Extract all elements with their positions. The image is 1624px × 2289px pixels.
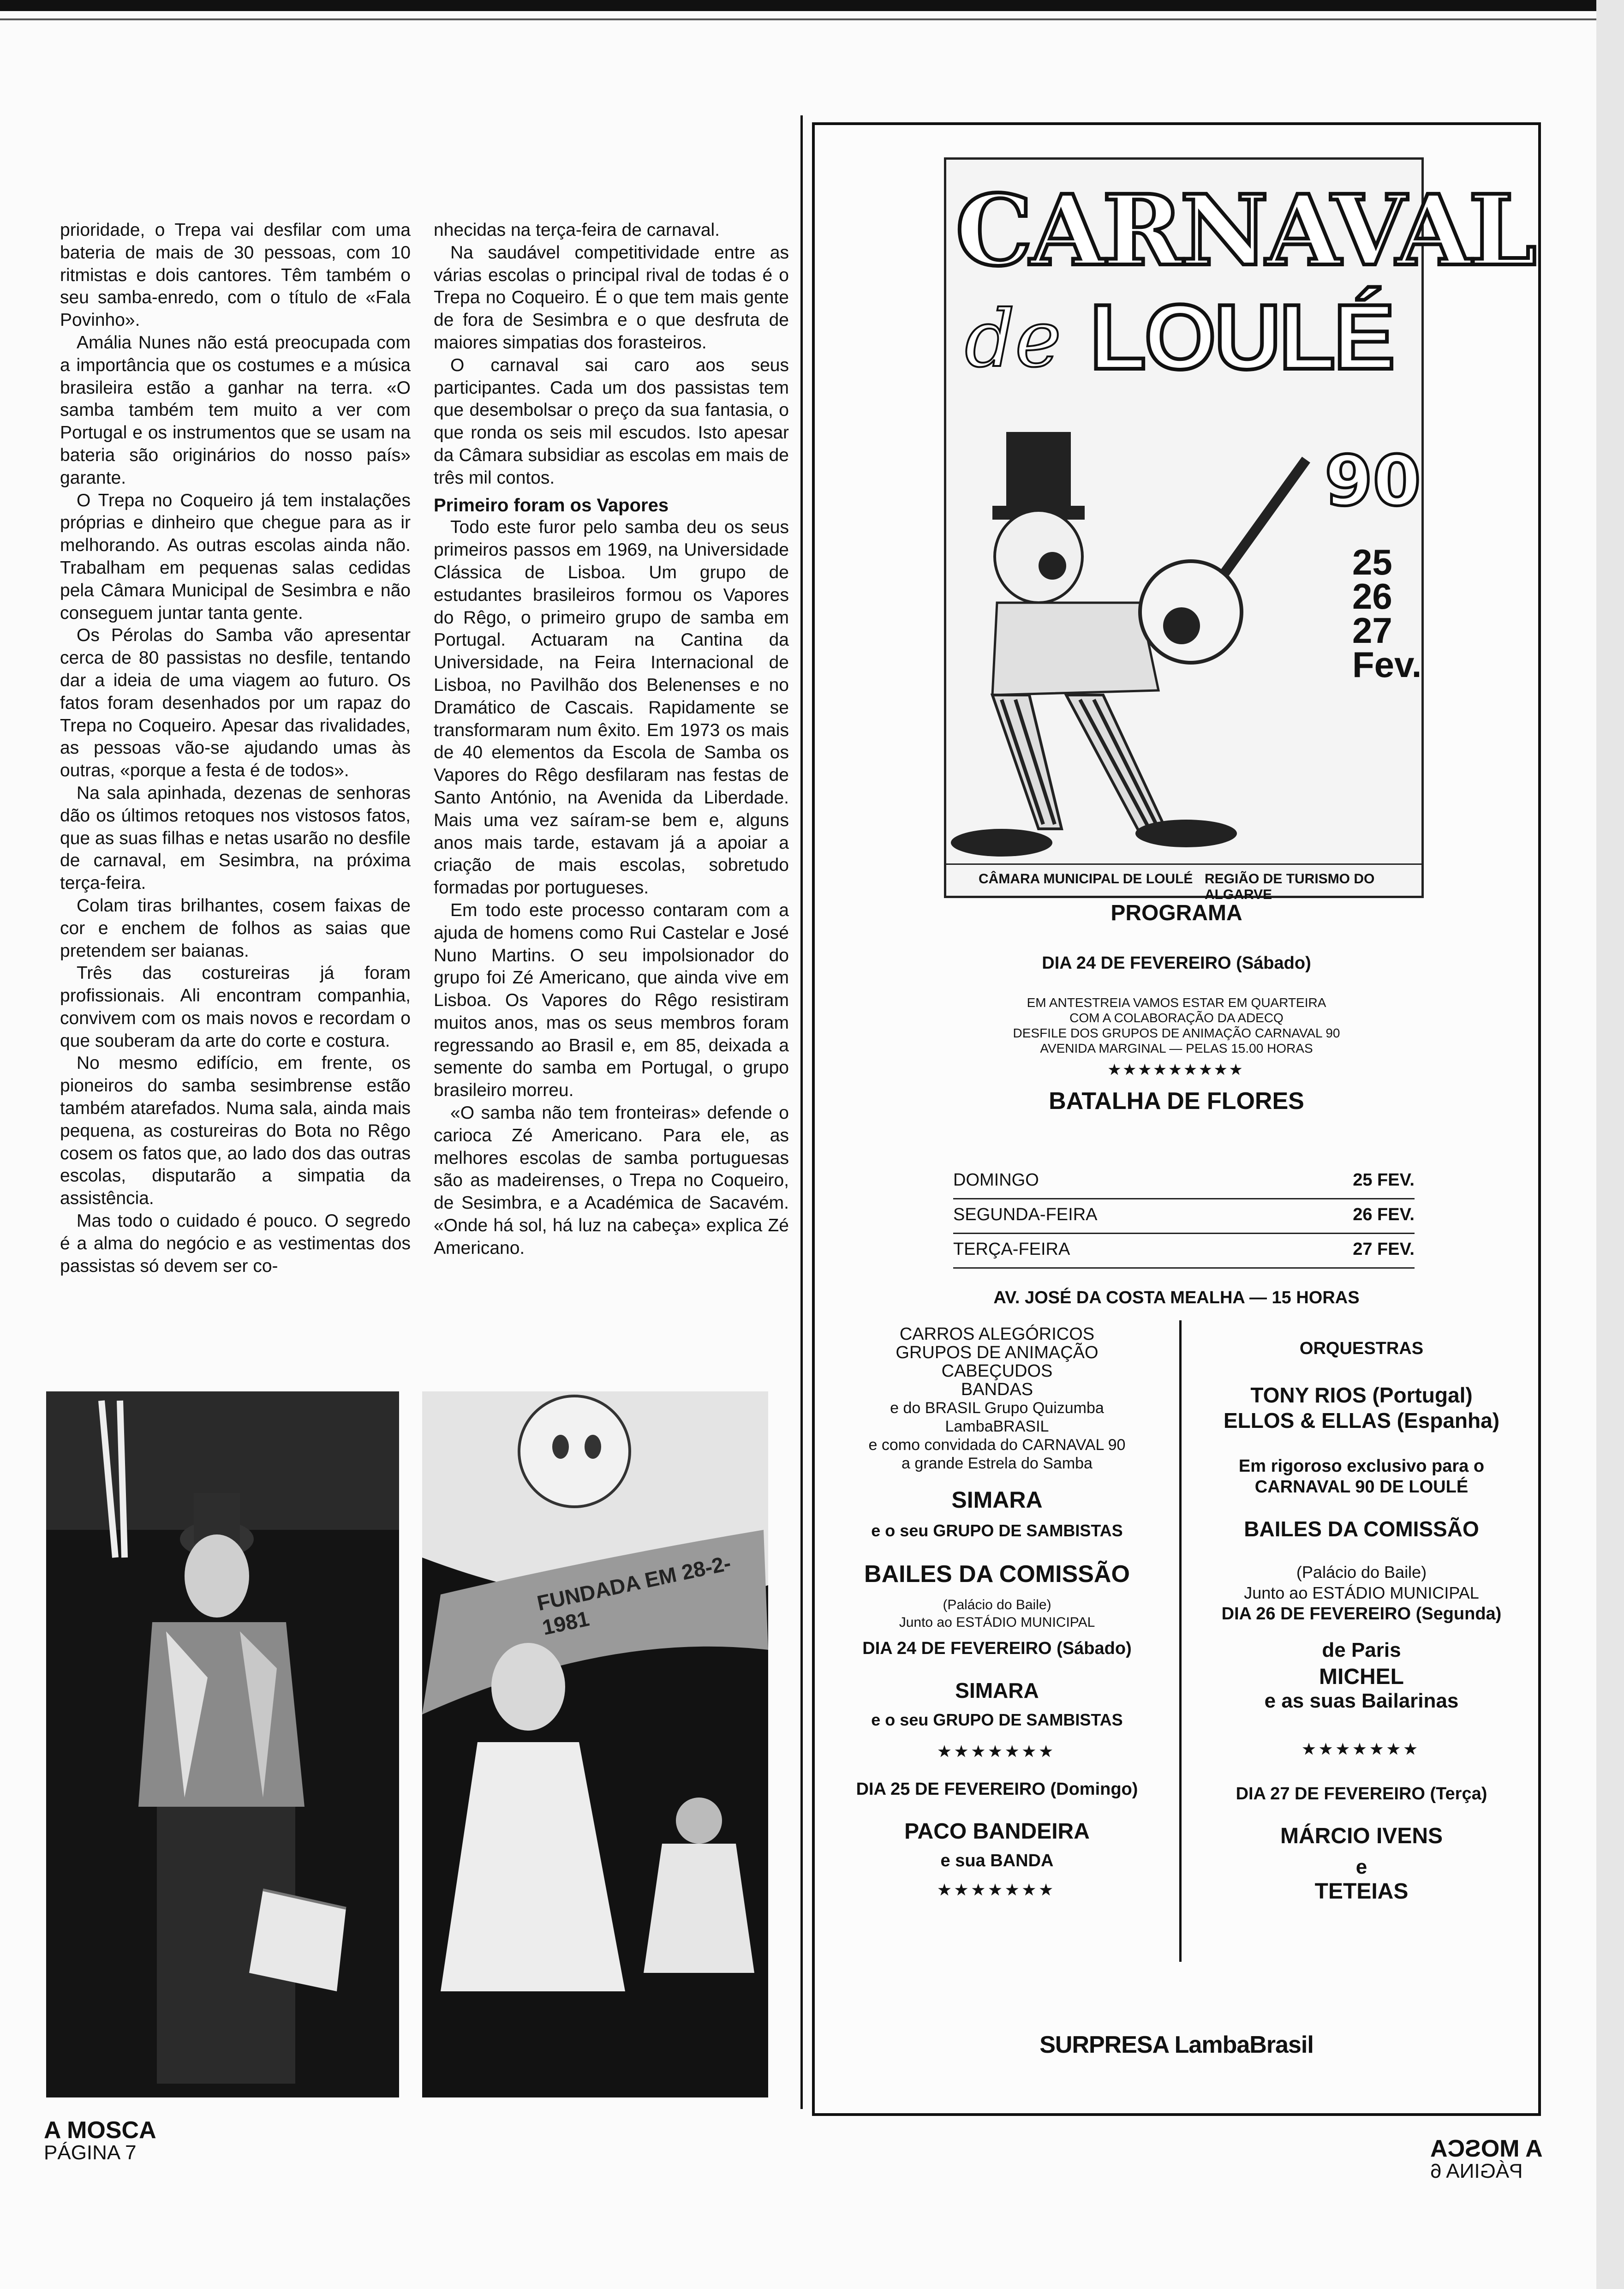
avenue-text: AV. JOSÉ DA COSTA MEALHA — 15 HORAS — [993, 1288, 1360, 1307]
paragraph: Na saudável competitividade entre as várias escolas o principal rival de todas é o Trepa no Coqueiro. É o que tem mais gente de fora de Sesimbra e o que desfruta de maiores simpatias dos forasteiros. — [434, 242, 789, 353]
photo-dancers — [422, 1391, 768, 2097]
stars-divider: ★★★★★★★ — [937, 1882, 1057, 1898]
page-number: PÁGINA 7 — [44, 2141, 137, 2164]
schedule-day: SEGUNDA-FEIRA — [953, 1205, 1098, 1224]
schedule-date: 27 FEV. — [1353, 1240, 1415, 1259]
junto-text: Junto ao ESTÁDIO MUNICIPAL — [1244, 1583, 1479, 1602]
junto-text: Junto ao ESTÁDIO MUNICIPAL — [899, 1615, 1095, 1630]
article-column-2 — [434, 219, 789, 1260]
paragraph: Mas todo o cuidado é pouco. O segredo é a alma do negócio e as vestimentas dos passistas só devem ser co- — [60, 1211, 411, 1276]
list-item: a grande Estrela do Samba — [902, 1455, 1093, 1472]
banda-text: e sua BANDA — [940, 1851, 1054, 1870]
palacio-text: (Palácio do Baile) — [1296, 1563, 1427, 1582]
poster-date: 25 — [1352, 542, 1392, 582]
poster-year: 90 — [1325, 441, 1421, 521]
dia27-text: DIA 27 DE FEVEREIRO (Terça) — [1236, 1784, 1487, 1804]
bailes-title: BAILES DA COMISSÃO — [1244, 1517, 1479, 1541]
sambistas-text-2: e o seu GRUPO DE SAMBISTAS — [871, 1710, 1123, 1729]
exclusivo-text-2: CARNAVAL 90 DE LOULÉ — [1254, 1477, 1469, 1497]
detail-line: COM A COLABORAÇÃO DA ADECQ — [1069, 1011, 1284, 1025]
ellos-ellas: ELLOS & ELLAS (Espanha) — [1223, 1408, 1500, 1432]
schedule-row — [953, 1166, 1415, 1199]
paris-text: de Paris — [1322, 1639, 1401, 1661]
program-day1-details — [815, 995, 1538, 1056]
paragraph: O carnaval sai caro aos seus participantes. Cada um dos passistas tem que desembolsar o preço da sua fantasia, o que ronda os seis mil escudos. Isto apesar da Câmara subsidiar as escolas em mais de três mil contos. — [434, 355, 789, 488]
paragraph: prioridade, o Trepa vai desfilar com uma bateria de mais de 30 pessoas, com 10 ritmistas e dois cantores. Têm também o seu samba-enredo, com o título de «Fala Povinho». — [60, 220, 411, 330]
detail-line: DESFILE DOS GRUPOS DE ANIMAÇÃO CARNAVAL 90 — [1013, 1026, 1340, 1040]
detail-line: EM ANTESTREIA VAMOS ESTAR EM QUARTEIRA — [1027, 995, 1326, 1010]
page-top-edge — [0, 0, 1624, 11]
poster-title-loule: LOULÉ — [1090, 286, 1393, 389]
poster-date: 27 — [1352, 610, 1392, 651]
stars-divider: ★★★★★★★★★ — [1108, 1062, 1245, 1078]
schedule-date: 26 FEV. — [1353, 1205, 1415, 1224]
list-item: BANDAS — [961, 1380, 1033, 1399]
poster-date-month: Fev. — [1352, 644, 1422, 685]
list-item: e como convidada do CARNAVAL 90 — [868, 1436, 1126, 1454]
tony-rios: TONY RIOS (Portugal) — [1250, 1383, 1473, 1407]
stars-divider: ★★★★★★★ — [937, 1743, 1057, 1760]
paragraph: Os Pérolas do Samba vão apresentar cerca de 80 passistas no desfile, tentando dar a ideia de uma viagem ao futuro. Os fatos foram desenhados por um rapaz do Trepa no Coqueiro. Apesar das rivalidades, as pessoas vão-se ajudando umas às outras, «porque a festa é de todos». — [60, 625, 411, 781]
sambistas-text: e o seu GRUPO DE SAMBISTAS — [871, 1521, 1123, 1540]
paco-title: PACO BANDEIRA — [904, 1819, 1090, 1844]
marcio-title: MÁRCIO IVENS — [1280, 1824, 1443, 1848]
carnival-advertisement — [812, 122, 1541, 2116]
program-right-column — [1182, 1325, 1541, 2036]
e-text: e — [1355, 1856, 1367, 1878]
schedule-row — [953, 1235, 1415, 1269]
publication-name: A MOSCA — [44, 2117, 156, 2144]
program-left-column — [815, 1325, 1179, 2036]
bailarinas-text: e as suas Bailarinas — [1264, 1690, 1459, 1712]
simara-title-2: SIMARA — [955, 1678, 1039, 1702]
program-day1: DIA 24 DE FEVEREIRO (Sábado) — [1042, 953, 1311, 973]
surpresa-text: SURPRESA LambaBrasil — [1039, 2031, 1314, 2058]
simara-title: SIMARA — [951, 1487, 1043, 1513]
attractions-list — [815, 1325, 1179, 1473]
clown-illustration — [951, 432, 1306, 857]
poster-title-carnaval: CARNAVAL — [955, 174, 1534, 288]
schedule-date: 25 FEV. — [1353, 1170, 1415, 1190]
list-item: GRUPOS DE ANIMAÇÃO — [896, 1343, 1099, 1362]
paragraph: No mesmo edifício, em frente, os pioneiros do samba sesimbrense estão também atarefados. Numa sala, ainda mais pequena, as costureiras do Bota no Rêgo cosem os fatos que, ao lado dos das outras escolas, disputarão a simpatia da assistência. — [60, 1053, 411, 1209]
schedule-day: TERÇA-FEIRA — [953, 1240, 1070, 1259]
schedule-row — [953, 1200, 1415, 1234]
michel-title: MICHEL — [1319, 1665, 1404, 1689]
paragraph: Na sala apinhada, dezenas de senhoras dão os últimos retoques nos vistosos fatos, que as suas filhas e netas usarão no desfile de carnaval, em Sesimbra, na próxima terça-feira. — [60, 783, 411, 893]
footer-left — [44, 2118, 156, 2163]
dia26-text: DIA 26 DE FEVEREIRO (Segunda) — [1221, 1604, 1502, 1624]
paragraph: O Trepa no Coqueiro já tem instalações próprias e dinheiro que chegue para as ir melhorando. As outras escolas ainda não. Trabalham em pequenas salas cedidas pela Câmara Municipal de Sesimbra e não conseguem juntar tanta gente. — [60, 490, 411, 623]
dia25-text: DIA 25 DE FEVEREIRO (Domingo) — [856, 1780, 1138, 1799]
poster-footer-right: REGIÃO DE TURISMO DO ALGARVE — [1205, 871, 1375, 902]
paragraph: nhecidas na terça-feira de carnaval. — [434, 220, 720, 240]
paragraph: Colam tiras brilhantes, cosem faixas de cor e enchem de folhos as saias que pretendem ser baianas. — [60, 895, 411, 961]
batalha-title: BATALHA DE FLORES — [1049, 1088, 1304, 1115]
bailes-title: BAILES DA COMISSÃO — [864, 1561, 1130, 1588]
schedule-day: DOMINGO — [953, 1170, 1039, 1190]
list-item: e do BRASIL Grupo Quizumba — [890, 1399, 1104, 1417]
poster-title-de: de — [965, 294, 1062, 385]
photo-drummer — [46, 1391, 399, 2097]
exclusivo-text: Em rigoroso exclusivo para o — [1238, 1456, 1485, 1476]
dia24-text: DIA 24 DE FEVEREIRO (Sábado) — [862, 1639, 1132, 1658]
paragraph: Amália Nunes não está preocupada com a importância que os costumes e a música brasileira estão a ganhar na terra. «O samba também tem muito a ver com Portugal e os instrumentos que se usam na bateria são originários do nosso país» garante. — [60, 332, 411, 488]
list-item: CABEÇUDOS — [941, 1361, 1053, 1381]
page-top-rule — [0, 18, 1624, 20]
page-right-margin — [1596, 0, 1624, 2289]
teteias-title: TETEIAS — [1314, 1879, 1409, 1904]
article-column-1 — [60, 219, 411, 1277]
program-title: PROGRAMA — [1111, 901, 1242, 925]
paragraph: Todo este furor pelo samba deu os seus primeiros passos em 1969, na Universidade Clássica de Lisboa. Um grupo de estudantes brasileiros formou os Vapores do Rêgo, o primeiro grupo de samba em Portugal. Actuaram na Cantina da Universidade, na Feira Internacional de Lisboa, no Pavilhão dos Belenenses e no Dramático de Cascais. Rapidamente se transformaram num êxito. Em 1973 os mais de 40 elementos da Escola de Samba os Vapores do Rêgo desfilaram nas festas de Santo António, na Avenida da Liberdade. Mais uma vez saíram-se bem e, alguns anos mais tarde, estavam já a apoiar a criação de mais escolas, sobretudo formadas por portugueses. — [434, 517, 789, 898]
stars-divider: ★★★★★★★ — [1302, 1741, 1421, 1757]
list-item: LambaBRASIL — [945, 1418, 1049, 1435]
list-item: CARROS ALEGÓRICOS — [899, 1324, 1095, 1344]
paragraph: Em todo este processo contaram com a ajuda de homens como Rui Castelar e José Nuno Martins. O seu impolsionador do grupo foi Zé Americano, que ainda vive em Lisboa. Os Vapores do Rêgo resistiram muitos anos, mas os seus membros foram regressando ao Brasil e, em 85, deixada a semente do samba em Portugal, o grupo brasileiro morreu. — [434, 900, 789, 1101]
carnival-poster — [944, 157, 1534, 902]
palacio-text: (Palácio do Baile) — [943, 1597, 1051, 1612]
paragraph: Três das costureiras já foram profissionais. Ali encontram companhia, convivem com os mais novos e recordam o que souberam da arte do corte e costura. — [60, 963, 411, 1051]
page-number-mirrored: PÁGINA 6 — [1430, 2160, 1523, 2182]
paragraph: «O samba não tem fronteiras» defende o carioca Zé Americano. Para ele, as melhores escolas de samba portuguesas são as madeirenses, o Trepa no Coqueiro, de Sesimbra, e a Académica de Sacavém. «Onde há sol, há luz na cabeça» explica Zé Americano. — [434, 1103, 789, 1258]
section-heading: Primeiro foram os Vapores — [434, 495, 669, 515]
poster-footer — [946, 863, 1421, 902]
publication-name-mirrored: A MOSCA — [1430, 2135, 1543, 2162]
poster-dates — [1352, 542, 1422, 685]
footer-right-mirrored — [1430, 2137, 1543, 2182]
banner-text: FUNDADA EM 28-2-1981 — [535, 1551, 733, 1640]
detail-line: AVENIDA MARGINAL — PELAS 15.00 HORAS — [1040, 1041, 1313, 1055]
poster-date: 26 — [1352, 576, 1392, 617]
poster-footer-left: CÂMARA MUNICIPAL DE LOULÉ — [979, 871, 1193, 887]
orquestras-title: ORQUESTRAS — [1299, 1339, 1424, 1358]
